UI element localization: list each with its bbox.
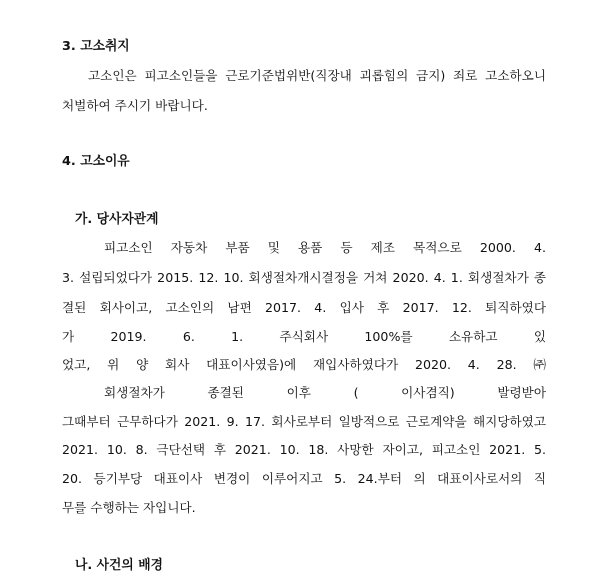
ga-line-6: 회생절차가 종결된 이후 ( 이사겸직) 발령받아	[104, 385, 546, 400]
ga-line-1: 피고소인 자동차 부품 및 용품 등 제조 목적으로 2000. 4.	[104, 240, 546, 255]
ga-line-9: 20. 등기부당 대표이사 변경이 이루어지고 5. 24.부터 의 대표이사로서의 직	[62, 471, 546, 486]
ga-line-5: 었고, 위 양 회사 대표이사였음)에 재입사하였다가 2020. 4. 28. ㈜	[62, 357, 546, 372]
subsection-ga-title: 가. 당사자관계	[75, 212, 159, 227]
ga-line-8: 2021. 10. 8. 극단선택 후 2021. 10. 18. 사망한 자이고, 피고소인 2021. 5.	[62, 442, 546, 457]
ga-line-10: 무를 수행하는 자입니다.	[62, 500, 196, 515]
ga-line-3: 결된 회사이고, 고소인의 남편 2017. 4. 입사 후 2017. 12. 퇴직하였다	[62, 300, 546, 315]
section-3-title: 3. 고소취지	[62, 39, 130, 54]
subsection-na-title: 나. 사건의 배경	[75, 558, 163, 573]
ga-line-4: 가 2019. 6. 1. 주식회사 100%를 소유하고 있	[62, 329, 546, 344]
ga-line-7: 그때부터 근무하다가 2021. 9. 17. 회사로부터 일방적으로 근로계약을 해지당하였고	[62, 414, 546, 429]
ga-line-2: 3. 설립되었다가 2015. 12. 10. 회생절차개시결정을 거쳐 2020. 4. 1. 회생절차가 종	[62, 270, 546, 285]
section-3-line-1: 고소인은 피고소인들을 근로기준법위반(직장내 괴롭힘의 금지) 죄로 고소하오니	[88, 68, 546, 83]
section-4-title: 4. 고소이유	[62, 154, 130, 169]
section-3-line-2: 처벌하여 주시기 바랍니다.	[62, 98, 208, 113]
